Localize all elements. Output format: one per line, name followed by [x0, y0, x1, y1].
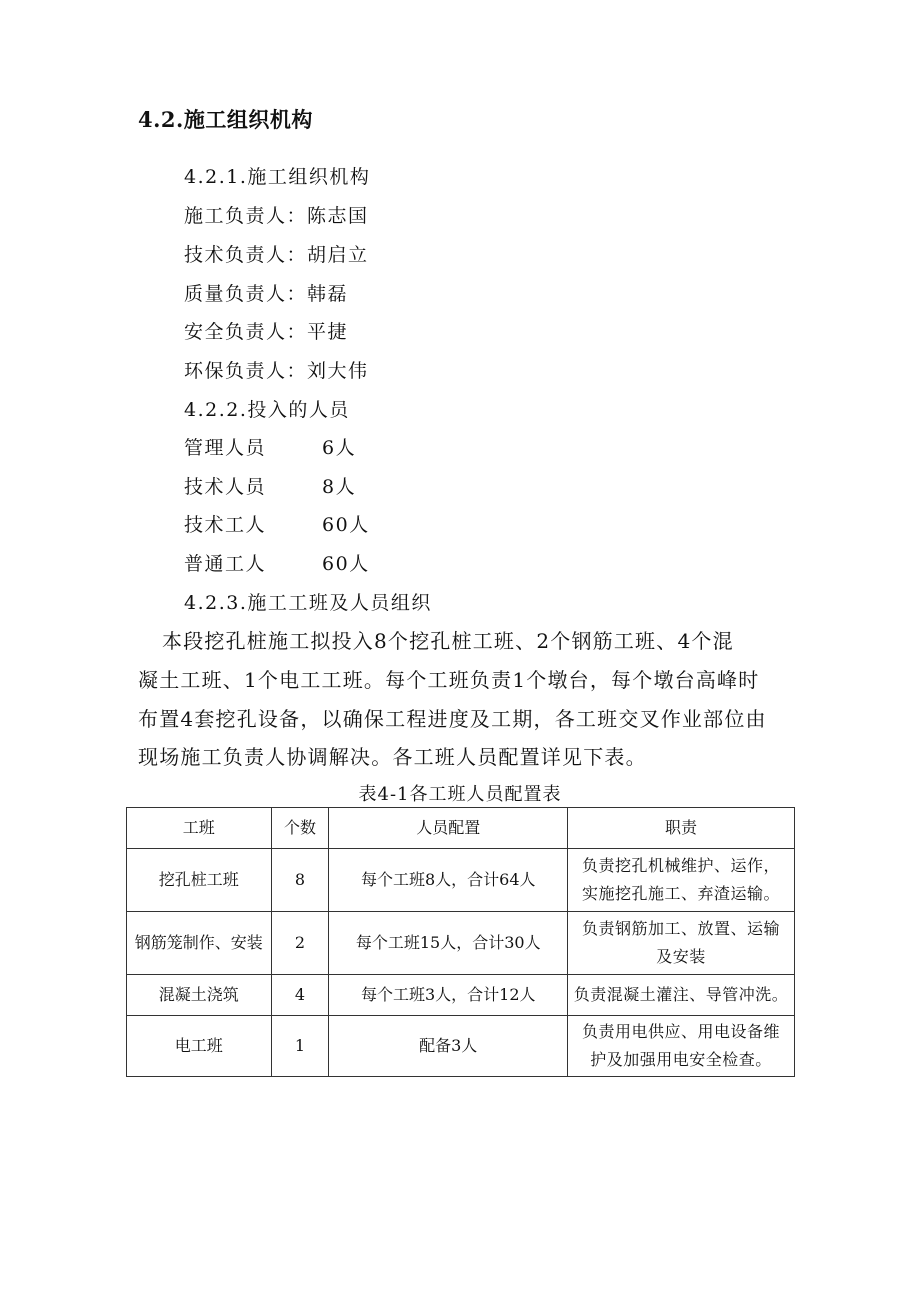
table-header-row — [127, 808, 795, 849]
duty-line: 负责混凝土灌注、导管冲洗。 — [573, 985, 789, 1004]
paragraph-line: 凝土工班、1个电工工班。每个工班负责1个墩台，每个墩台高峰时 — [138, 668, 760, 692]
cell-team: 电工班 — [127, 1016, 272, 1077]
org-line-environment-lead: 环保负责人：刘大伟 — [184, 360, 369, 382]
header-staffing: 人员配置 — [329, 808, 568, 849]
personnel-row — [184, 472, 404, 499]
cell-count: 4 — [271, 975, 329, 1016]
table-row — [127, 912, 795, 975]
cell-staffing: 每个工班15人，合计30人 — [329, 912, 568, 975]
cell-count: 8 — [271, 849, 329, 912]
cell-team: 钢筋笼制作、安装 — [127, 912, 272, 975]
cell-team: 混凝土浇筑 — [127, 975, 272, 1016]
org-heading: 4.2.1.施工组织机构 — [184, 166, 371, 188]
header-count: 个数 — [271, 808, 329, 849]
duty-line: 及安装 — [656, 947, 706, 966]
cell-count: 1 — [271, 1016, 329, 1077]
org-line-safety-lead: 安全负责人：平捷 — [184, 321, 349, 343]
table-row — [127, 1016, 795, 1077]
table-row — [127, 849, 795, 912]
cell-staffing: 每个工班8人，合计64人 — [329, 849, 568, 912]
duty-line: 负责挖孔机械维护、运作， — [581, 856, 780, 875]
duty-line: 负责钢筋加工、放置、运输 — [581, 919, 780, 938]
personnel-role: 技术工人 — [184, 514, 267, 536]
duty-line: 护及加强用电安全检查。 — [590, 1050, 772, 1069]
cell-count: 2 — [271, 912, 329, 975]
table-row — [127, 975, 795, 1016]
header-team: 工班 — [127, 808, 272, 849]
paragraph-line: 本段挖孔桩施工拟投入8个挖孔桩工班、2个钢筋工班、4个混 — [162, 629, 734, 653]
personnel-row — [184, 510, 404, 537]
cell-duty — [568, 975, 795, 1016]
personnel-count: 60人 — [322, 514, 370, 536]
personnel-count: 8人 — [322, 476, 357, 498]
personnel-heading: 4.2.2.投入的人员 — [184, 399, 350, 421]
personnel-role: 管理人员 — [184, 437, 267, 459]
table-caption: 表4-1各工班人员配置表 — [358, 784, 562, 805]
paragraph-line: 现场施工负责人协调解决。各工班人员配置详见下表。 — [138, 745, 647, 769]
duty-line: 负责用电供应、用电设备维 — [581, 1022, 780, 1041]
cell-team: 挖孔桩工班 — [127, 849, 272, 912]
personnel-row — [184, 433, 404, 460]
cell-duty — [568, 849, 795, 912]
org-line-construction-lead: 施工负责人：陈志国 — [184, 205, 369, 227]
section-heading: 4.2.施工组织机构 — [138, 107, 313, 132]
personnel-role: 技术人员 — [184, 476, 267, 498]
staffing-table — [126, 807, 795, 1077]
paragraph-line: 布置4套挖孔设备，以确保工程进度及工期，各工班交叉作业部位由 — [138, 707, 767, 731]
personnel-row — [184, 549, 404, 576]
personnel-count: 60人 — [322, 553, 370, 575]
personnel-count: 6人 — [322, 437, 357, 459]
org-line-technical-lead: 技术负责人：胡启立 — [184, 244, 369, 266]
teams-heading: 4.2.3.施工工班及人员组织 — [184, 592, 432, 614]
personnel-role: 普通工人 — [184, 553, 267, 575]
cell-duty — [568, 1016, 795, 1077]
header-duty: 职责 — [568, 808, 795, 849]
duty-line: 实施挖孔施工、弃渣运输。 — [581, 884, 780, 903]
cell-staffing: 每个工班3人，合计12人 — [329, 975, 568, 1016]
cell-duty — [568, 912, 795, 975]
cell-staffing: 配备3人 — [329, 1016, 568, 1077]
org-line-quality-lead: 质量负责人：韩磊 — [184, 283, 349, 305]
